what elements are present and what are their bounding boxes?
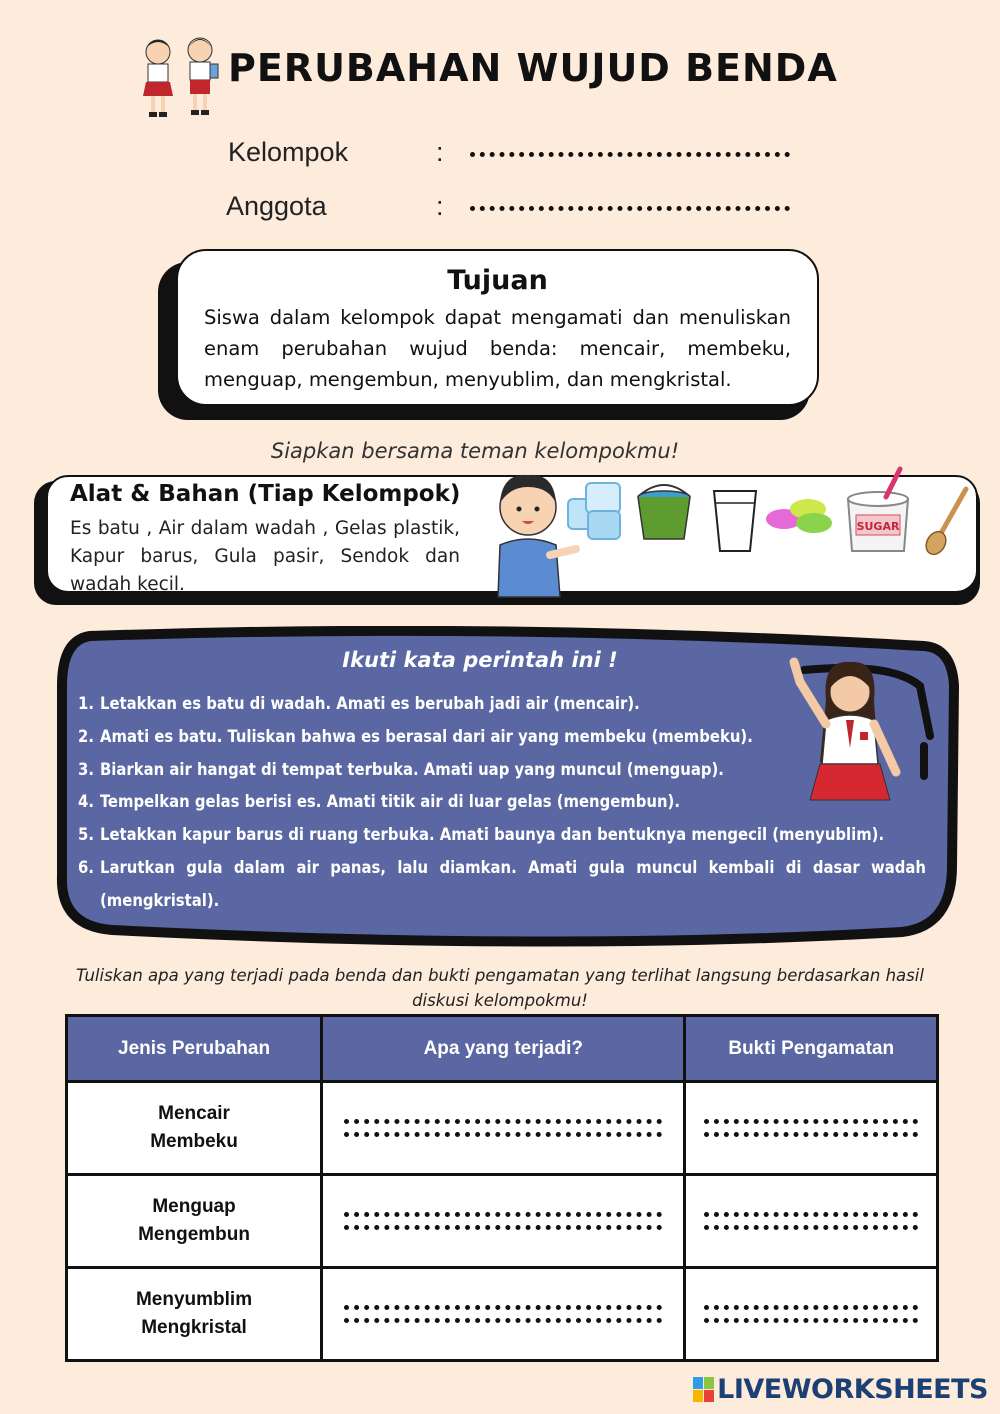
evidence-cell — [685, 1082, 938, 1175]
header-apa-yang-terjadi: Apa yang terjadi? — [322, 1016, 685, 1082]
answer-input[interactable] — [344, 1119, 662, 1124]
glass-icon — [714, 491, 756, 551]
alat-bahan-box — [46, 475, 978, 593]
anggota-field-row — [226, 186, 790, 226]
liveworksheets-brand[interactable] — [693, 1374, 988, 1405]
evidence-input[interactable] — [704, 1225, 918, 1230]
sugar-jar-icon — [848, 469, 908, 551]
header-bukti-pengamatan: Bukti Pengamatan — [685, 1016, 938, 1082]
kelompok-colon: : — [436, 136, 444, 167]
answer-cell — [322, 1082, 685, 1175]
instructions-heading: Ikuti kata perintah ini ! — [342, 648, 618, 672]
evidence-input[interactable] — [704, 1318, 918, 1323]
answer-input[interactable] — [344, 1318, 662, 1323]
change-type-cell: Mencair Membeku — [67, 1082, 322, 1175]
tujuan-box — [176, 249, 819, 406]
alat-heading: Alat & Bahan (Tiap Kelompok) — [70, 481, 461, 507]
answer-input[interactable] — [344, 1225, 662, 1230]
answer-cell — [322, 1175, 685, 1268]
kelompok-label: Kelompok — [228, 136, 349, 167]
table-row — [67, 1175, 938, 1268]
ice-cubes-icon — [568, 483, 620, 539]
change-type-cell: Menguap Mengembun — [67, 1175, 322, 1268]
change-type-cell: Menyumblim Mengkristal — [67, 1268, 322, 1361]
mothballs-icon — [762, 495, 832, 553]
boy-pointing-icon — [498, 475, 576, 597]
kelompok-field-row — [228, 132, 790, 172]
evidence-cell — [685, 1268, 938, 1361]
kelompok-input[interactable] — [470, 152, 790, 157]
table-instruction-note: Tuliskan apa yang terjadi pada benda dan bukti pengamatan yang terlihat langsung berdasarkan hasil diskusi kelompokmu! — [76, 966, 924, 1010]
liveworksheets-logo-icon — [693, 1377, 715, 1403]
anggota-colon: : — [436, 190, 444, 221]
answer-input[interactable] — [344, 1132, 662, 1137]
instruction-item: 3. Biarkan air hangat di tempat terbuka. Amati uap yang muncul (menguap). — [78, 759, 724, 779]
answer-input[interactable] — [344, 1212, 662, 1217]
table-row — [67, 1082, 938, 1175]
instructions-list — [78, 688, 926, 918]
materials-illustration — [488, 465, 978, 605]
spoon-icon — [922, 489, 966, 558]
evidence-cell — [685, 1175, 938, 1268]
header-jenis-perubahan: Jenis Perubahan — [67, 1016, 322, 1082]
instruction-item: 6. Larutkan gula dalam air panas, lalu diamkan. Amati gula muncul kembali di dasar wadah (mengkristal). — [78, 857, 926, 910]
instruction-item: 5. Letakkan kapur barus di ruang terbuka. Amati baunya dan bentuknya mengecil (menyublim). — [78, 825, 885, 845]
answer-cell — [322, 1268, 685, 1361]
table-header-row — [67, 1016, 938, 1082]
sugar-label: SUGAR — [856, 520, 900, 533]
kids-illustration — [132, 30, 227, 122]
brand-text: LIVEWORKSHEETS — [717, 1374, 988, 1405]
siapkan-caption: Siapkan bersama teman kelompokmu! — [270, 439, 680, 463]
tujuan-text: Siswa dalam kelompok dapat mengamati dan menuliskan enam perubahan wujud benda: mencair, membeku, menguap, mengembun, menyublim, dan mengkristal. — [204, 306, 791, 391]
observation-table — [65, 1014, 939, 1362]
anggota-label: Anggota — [226, 190, 327, 221]
evidence-input[interactable] — [704, 1132, 918, 1137]
page-title: PERUBAHAN WUJUD BENDA — [228, 46, 838, 90]
tujuan-heading: Tujuan — [447, 265, 548, 296]
table-row — [67, 1268, 938, 1361]
evidence-input[interactable] — [704, 1305, 918, 1310]
answer-input[interactable] — [344, 1305, 662, 1310]
evidence-input[interactable] — [704, 1212, 918, 1217]
alat-text: Es batu , Air dalam wadah , Gelas plastik, Kapur barus, Gula pasir, Sendok dan wadah kecil. — [70, 518, 460, 595]
water-bucket-icon — [638, 485, 690, 539]
instruction-item: 4. Tempelkan gelas berisi es. Amati titik air di luar gelas (mengembun). — [78, 792, 680, 812]
evidence-input[interactable] — [704, 1119, 918, 1124]
instruction-item: 1. Letakkan es batu di wadah. Amati es berubah jadi air (mencair). — [78, 694, 640, 713]
instruction-item: 2. Amati es batu. Tuliskan bahwa es berasal dari air yang membeku (membeku). — [78, 726, 753, 746]
anggota-input[interactable] — [470, 206, 790, 211]
